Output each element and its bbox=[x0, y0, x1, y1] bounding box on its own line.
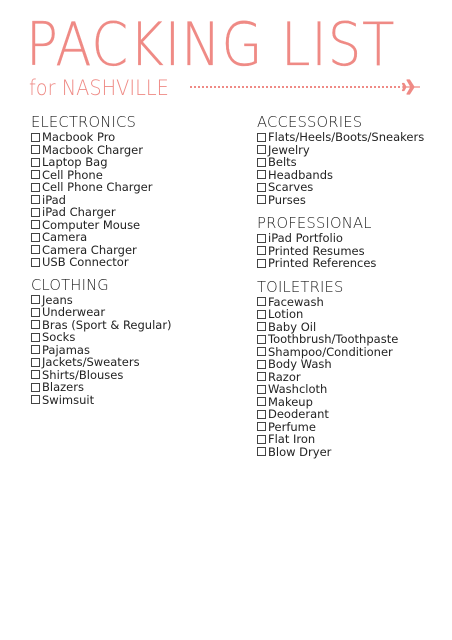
checkbox-icon[interactable] bbox=[257, 259, 266, 268]
item-label: Razor bbox=[268, 369, 301, 384]
left-column bbox=[31, 113, 231, 408]
checkbox-icon[interactable] bbox=[257, 422, 266, 431]
checkbox-icon[interactable] bbox=[31, 395, 40, 404]
checklist-item[interactable] bbox=[257, 433, 447, 446]
checklist-item[interactable] bbox=[31, 381, 231, 394]
checkbox-icon[interactable] bbox=[31, 220, 40, 229]
dotted-flight-path bbox=[190, 86, 400, 88]
checklist-item[interactable] bbox=[257, 333, 447, 346]
item-label: Printed References bbox=[268, 256, 377, 270]
checkbox-icon[interactable] bbox=[257, 347, 266, 356]
checkbox-icon[interactable] bbox=[257, 322, 266, 331]
checklist-item[interactable] bbox=[31, 181, 231, 194]
checkbox-icon[interactable] bbox=[31, 358, 40, 367]
item-label: Underwear bbox=[42, 305, 106, 319]
checklist-item[interactable] bbox=[31, 394, 231, 407]
item-label: iPad Portfolio bbox=[268, 231, 343, 245]
item-label: iPad Charger bbox=[42, 205, 116, 219]
checkbox-icon[interactable] bbox=[257, 145, 266, 154]
checklist-item[interactable] bbox=[31, 206, 231, 219]
checkbox-icon[interactable] bbox=[257, 246, 266, 255]
checklist-item[interactable] bbox=[31, 306, 231, 319]
item-label: Macbook Pro bbox=[42, 130, 116, 144]
section-title: CLOTHING bbox=[31, 275, 109, 294]
item-label: USB Connector bbox=[42, 255, 129, 269]
item-label: Camera bbox=[42, 230, 88, 244]
item-label: Swimsuit bbox=[42, 392, 95, 407]
checkbox-icon[interactable] bbox=[31, 308, 40, 317]
page-subtitle: for NASHVILLE bbox=[29, 76, 169, 100]
item-label: Washcloth bbox=[268, 382, 328, 396]
section-electronics bbox=[31, 113, 231, 269]
item-label: Pajamas bbox=[42, 342, 90, 357]
item-label: iPad bbox=[42, 192, 66, 207]
item-list bbox=[31, 131, 231, 269]
checklist-item[interactable] bbox=[257, 308, 447, 321]
checklist-item[interactable] bbox=[31, 256, 231, 269]
item-label: Belts bbox=[268, 155, 297, 169]
section-professional bbox=[257, 214, 447, 270]
checkbox-icon[interactable] bbox=[257, 435, 266, 444]
checklist-item[interactable] bbox=[257, 194, 447, 207]
item-label: Jackets/Sweaters bbox=[42, 355, 140, 369]
item-label: Deoderant bbox=[268, 407, 329, 421]
section-accessories bbox=[257, 113, 447, 206]
checklist-item[interactable] bbox=[31, 231, 231, 244]
checkbox-icon[interactable] bbox=[257, 195, 266, 204]
checkbox-icon[interactable] bbox=[257, 447, 266, 456]
checklist-item[interactable] bbox=[257, 446, 447, 459]
checkbox-icon[interactable] bbox=[257, 410, 266, 419]
item-label: Jeans bbox=[42, 292, 73, 307]
section-title: ELECTRONICS bbox=[31, 113, 136, 131]
checkbox-icon[interactable] bbox=[31, 208, 40, 217]
item-label: Computer Mouse bbox=[42, 217, 141, 232]
item-label: Perfume bbox=[268, 419, 316, 434]
checkbox-icon[interactable] bbox=[31, 345, 40, 354]
checkbox-icon[interactable] bbox=[257, 372, 266, 381]
item-label: Headbands bbox=[268, 167, 333, 182]
checkbox-icon[interactable] bbox=[257, 310, 266, 319]
checklist-item[interactable] bbox=[31, 156, 231, 169]
checkbox-icon[interactable] bbox=[257, 133, 266, 142]
checkbox-icon[interactable] bbox=[257, 360, 266, 369]
checkbox-icon[interactable] bbox=[31, 145, 40, 154]
checklist-item[interactable] bbox=[257, 257, 447, 270]
item-label: Scarves bbox=[268, 180, 314, 194]
item-list bbox=[257, 131, 447, 206]
item-label: Purses bbox=[268, 192, 306, 207]
checklist-item[interactable] bbox=[257, 131, 447, 144]
item-label: Laptop Bag bbox=[42, 155, 108, 169]
checklist-item[interactable] bbox=[257, 181, 447, 194]
item-label: Printed Resumes bbox=[268, 243, 365, 258]
checklist-item[interactable] bbox=[31, 356, 231, 369]
checkbox-icon[interactable] bbox=[257, 170, 266, 179]
item-label: Jewelry bbox=[268, 142, 310, 157]
item-label: Camera Charger bbox=[42, 242, 137, 257]
item-list bbox=[31, 294, 231, 407]
item-label: Baby Oil bbox=[268, 319, 317, 334]
checklist-item[interactable] bbox=[31, 131, 231, 144]
checklist-item[interactable] bbox=[257, 156, 447, 169]
item-label: Bras (Sport & Regular) bbox=[42, 317, 172, 332]
checklist-item[interactable] bbox=[257, 358, 447, 371]
checkbox-icon[interactable] bbox=[257, 397, 266, 406]
item-list bbox=[257, 296, 447, 459]
item-label: Toothbrush/Toothpaste bbox=[268, 332, 399, 346]
item-label: Shirts/Blouses bbox=[42, 367, 124, 382]
checkbox-icon[interactable] bbox=[31, 245, 40, 254]
checkbox-icon[interactable] bbox=[257, 183, 266, 192]
item-label: Body Wash bbox=[268, 357, 332, 371]
section-title: ACCESSORIES bbox=[257, 113, 363, 131]
item-label: Makeup bbox=[268, 394, 313, 409]
checklist-item[interactable] bbox=[257, 408, 447, 421]
checkbox-icon[interactable] bbox=[31, 133, 40, 142]
checkbox-icon[interactable] bbox=[31, 158, 40, 167]
checkbox-icon[interactable] bbox=[31, 258, 40, 267]
item-label: Lotion bbox=[268, 307, 304, 321]
item-label: Facewash bbox=[268, 294, 324, 309]
section-toiletries bbox=[257, 278, 447, 459]
item-label: Macbook Charger bbox=[42, 142, 143, 157]
airplane-icon bbox=[401, 78, 421, 96]
checklist-item[interactable] bbox=[257, 383, 447, 396]
checkbox-icon[interactable] bbox=[31, 333, 40, 342]
item-label: Socks bbox=[42, 330, 76, 344]
checkbox-icon[interactable] bbox=[257, 385, 266, 394]
right-column bbox=[257, 113, 447, 460]
section-title: PROFESSIONAL bbox=[257, 214, 372, 232]
checkbox-icon[interactable] bbox=[31, 320, 40, 329]
checklist-item[interactable] bbox=[31, 331, 231, 344]
checkbox-icon[interactable] bbox=[31, 370, 40, 379]
checkbox-icon[interactable] bbox=[31, 233, 40, 242]
item-label: Flat Iron bbox=[268, 432, 316, 446]
checkbox-icon[interactable] bbox=[257, 335, 266, 344]
checkbox-icon[interactable] bbox=[31, 170, 40, 179]
checkbox-icon[interactable] bbox=[31, 183, 40, 192]
item-label: Shampoo/Conditioner bbox=[268, 344, 393, 359]
checkbox-icon[interactable] bbox=[257, 234, 266, 243]
section-clothing bbox=[31, 276, 231, 407]
section-title: TOILETRIES bbox=[257, 277, 344, 296]
checkbox-icon[interactable] bbox=[31, 383, 40, 392]
item-label: Cell Phone bbox=[42, 167, 103, 182]
checkbox-icon[interactable] bbox=[257, 297, 266, 306]
checklist-item[interactable] bbox=[257, 232, 447, 245]
item-label: Cell Phone Charger bbox=[42, 180, 153, 194]
item-label: Blazers bbox=[42, 380, 84, 394]
checkbox-icon[interactable] bbox=[257, 158, 266, 167]
item-list bbox=[257, 232, 447, 270]
item-label: Flats/Heels/Boots/Sneakers bbox=[268, 130, 425, 144]
page-title: PACKING LIST bbox=[26, 10, 396, 80]
item-label: Blow Dryer bbox=[268, 444, 332, 459]
checkbox-icon[interactable] bbox=[31, 295, 40, 304]
checkbox-icon[interactable] bbox=[31, 195, 40, 204]
